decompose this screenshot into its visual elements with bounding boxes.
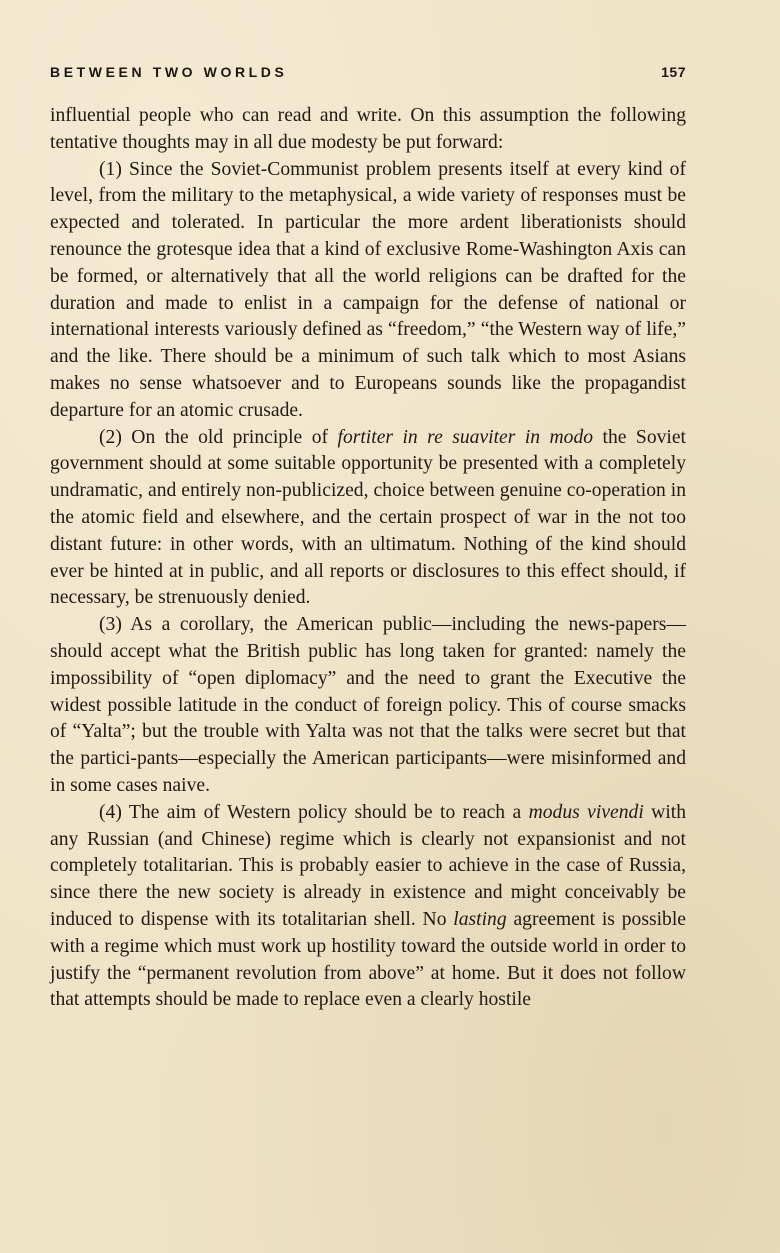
latin-phrase: fortiter in re suaviter in modo <box>337 426 594 448</box>
book-page <box>50 58 686 1238</box>
paragraph-point-2 <box>50 425 686 613</box>
paragraph-point-3: (3) As a corollary, the American public—including the news-papers—should accept what the British public has long taken for granted: namely the impossibility of “open diplomacy” and the need to grant the Executive the widest possible latitude in the conduct of foreign policy. This of course smacks of “Yalta”; but the trouble with Yalta was not that the talks were secret but that the partici-pants—especially the American participants—were misinformed and in some cases naive. <box>50 614 686 796</box>
paragraph-point-1: (1) Since the Soviet-Communist problem presents itself at every kind of level, from the military to the metaphysical, a wide variety of responses must be expected and tolerated. In particular the more ardent liberationists should renounce the grotesque idea that a kind of exclusive Rome-Washington Axis can be formed, or alternatively that all the world religions can be drafted for the duration and made to enlist in a campaign for the defense of national or international interests variously defined as “freedom,” “the Western way of life,” and the like. There should be a minimum of such talk which to most Asians makes no sense whatsoever and to Europeans sounds like the propagandist departure for an atomic crusade. <box>50 158 686 421</box>
paragraph-point-4 <box>50 800 686 1014</box>
paragraph-text: agreement is possible with a regime which must work up hostility toward the outside world in order to justify the “permanent revolution from above” at home. But it does not follow that attempts should be made to replace even a clearly hostile <box>50 908 686 1011</box>
paragraph-text: (2) On the old principle of <box>99 426 338 448</box>
paragraph-text: with any Russian (and Chinese) regime which is clearly not expansionist and not completely totalitarian. This is probably easier to achieve in the case of Russia, since there the new society is already in existence and might conceivably be induced to dispense with its totalitarian shell. No <box>50 801 687 930</box>
emphasized-word: lasting <box>453 908 507 930</box>
latin-phrase: modus vivendi <box>528 801 644 823</box>
paragraph-text: (4) The aim of Western policy should be to reach a <box>99 801 529 823</box>
page-number: 157 <box>661 64 686 80</box>
running-head <box>50 58 686 88</box>
paragraph-text: the Soviet government should at some suitable opportunity be presented with a completely undramatic, and entirely non-publicized, choice between genuine co-operation in the atomic field and elsewhere, and the certain prospect of war in the not too distant future: in other words, with an ultimatum. Nothing of the kind should ever be hinted at in public, and all reports or disclosures to this effect should, if necessary, be strenuously denied. <box>50 426 686 609</box>
paragraph-continued: influential people who can read and write. On this assumption the following tentative thoughts may in all due modesty be put forward: <box>50 105 686 153</box>
body-text <box>50 103 686 1014</box>
running-title: BETWEEN TWO WORLDS <box>50 64 288 80</box>
